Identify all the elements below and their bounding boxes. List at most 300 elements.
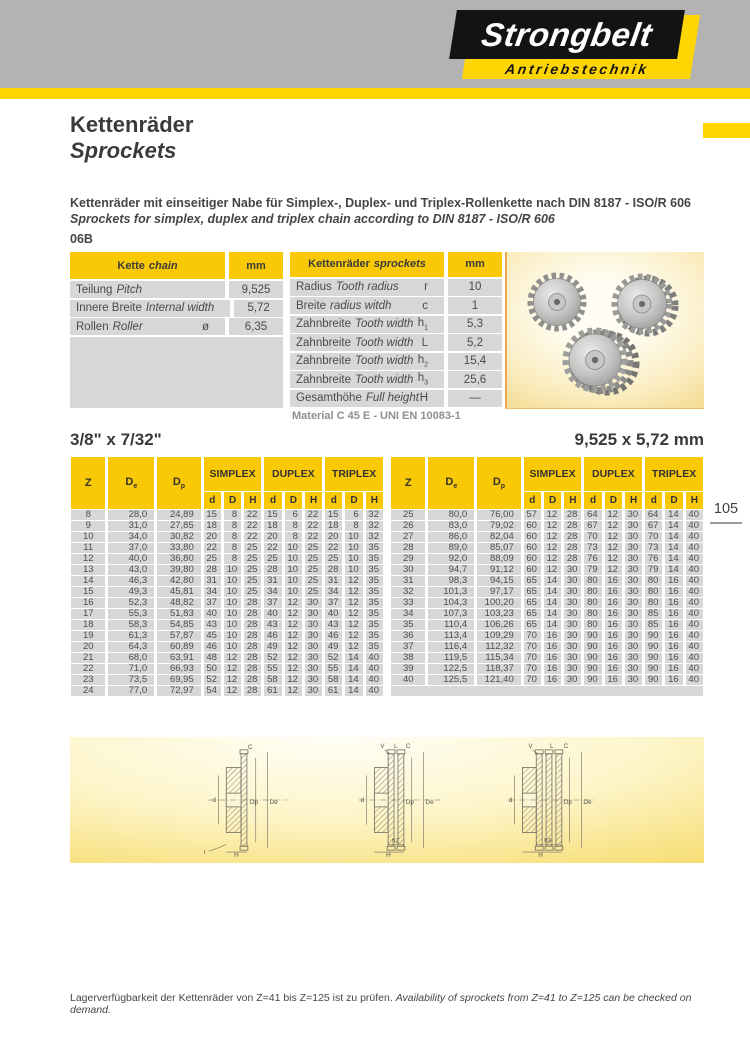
dim-cell: 46 bbox=[204, 642, 221, 652]
gear-duplex-icon bbox=[615, 277, 675, 333]
dim-cell: 104,3 bbox=[428, 598, 474, 608]
dim-cell: 76 bbox=[645, 554, 662, 564]
table-row bbox=[71, 598, 383, 608]
sprocket-header-unit: mm bbox=[448, 252, 502, 277]
dim-cell: 14 bbox=[665, 521, 682, 531]
dim-cell: 69,95 bbox=[157, 675, 201, 685]
dim-cell: 80 bbox=[584, 576, 601, 586]
dim-cell: 12 bbox=[605, 554, 622, 564]
table-row bbox=[71, 609, 383, 619]
dim-cell: 16 bbox=[605, 587, 622, 597]
table-row bbox=[391, 653, 703, 663]
dim-cell: 12 bbox=[285, 653, 302, 663]
dimension-table-left bbox=[68, 456, 386, 697]
dim-cell: 12 bbox=[285, 620, 302, 630]
dim-cell: 37 bbox=[325, 598, 342, 608]
table-row bbox=[71, 587, 383, 597]
dim-cell: 61 bbox=[325, 686, 342, 696]
title-english: Sprockets bbox=[70, 138, 177, 163]
sprocket-row-value: 10 bbox=[448, 279, 502, 296]
dim-cell: 34 bbox=[325, 587, 342, 597]
dim-cell: 25 bbox=[305, 543, 322, 553]
dim-cell: 43 bbox=[325, 620, 342, 630]
dim-cell: 45 bbox=[204, 631, 221, 641]
sprocket-row bbox=[290, 334, 502, 351]
dim-cell: 28 bbox=[264, 565, 281, 575]
label-en: Tooth width bbox=[354, 373, 414, 386]
dim-cell: 34 bbox=[391, 609, 425, 619]
sprocket-spec-table bbox=[290, 252, 502, 408]
dim-cell: 101,3 bbox=[428, 587, 474, 597]
dim-cell: 30 bbox=[305, 675, 322, 685]
dim-cell: 55 bbox=[264, 664, 281, 674]
label-en: Tooth width bbox=[354, 355, 414, 367]
dim-cell: 14 bbox=[345, 653, 362, 663]
table-row bbox=[391, 532, 703, 542]
page-number: 105 bbox=[710, 501, 742, 524]
dim-cell: 73,5 bbox=[108, 675, 154, 685]
table-row bbox=[391, 565, 703, 575]
dim-cell: 33,80 bbox=[157, 543, 201, 553]
dim-cell: 30 bbox=[305, 686, 322, 696]
footer-english: Availability of sprockets from Z=41 to Z=125 can be checked on demand. bbox=[70, 992, 692, 1016]
dim-cell: 38 bbox=[391, 653, 425, 663]
dim-label-v: V bbox=[528, 742, 533, 750]
dimension-table-right bbox=[388, 456, 706, 697]
dim-cell: 46,3 bbox=[108, 576, 154, 586]
dim-cell: 119,5 bbox=[428, 653, 474, 663]
dim-cell: 16 bbox=[665, 576, 682, 586]
dim-cell: 16 bbox=[544, 642, 561, 652]
dim-cell: 28 bbox=[244, 609, 261, 619]
dim-cell: 8 bbox=[345, 521, 362, 531]
dim-cell: 40 bbox=[686, 543, 703, 553]
dim-cell: 16 bbox=[665, 653, 682, 663]
dim-cell: 80 bbox=[584, 587, 601, 597]
dim-cell: 12 bbox=[605, 521, 622, 531]
dim-cell: 14 bbox=[71, 576, 105, 586]
dim-subcol-d: D bbox=[605, 492, 622, 509]
dimension-table-left-grid bbox=[68, 456, 386, 697]
dim-cell: 12 bbox=[544, 510, 561, 520]
dim-cell: 70 bbox=[584, 532, 601, 542]
dim-cell: 40 bbox=[686, 620, 703, 630]
dim-cell: 19 bbox=[71, 631, 105, 641]
dim-cell: 28 bbox=[564, 554, 581, 564]
dim-cell: 25 bbox=[244, 587, 261, 597]
dim-cell: 63,91 bbox=[157, 653, 201, 663]
table-row bbox=[71, 576, 383, 586]
dim-cell: 10 bbox=[345, 554, 362, 564]
label-en: Tooth radius bbox=[335, 281, 399, 293]
dim-cell: 37 bbox=[264, 598, 281, 608]
dim-cell: 12 bbox=[285, 598, 302, 608]
dim-cell: 40 bbox=[264, 609, 281, 619]
sprocket-row-value: 1 bbox=[448, 297, 502, 314]
dim-cell: 94,7 bbox=[428, 565, 474, 575]
dim-cell: 14 bbox=[665, 565, 682, 575]
dim-cell: 30 bbox=[625, 554, 642, 564]
dim-cell: 61,3 bbox=[108, 631, 154, 641]
dim-cell: 12 bbox=[544, 565, 561, 575]
dim-cell: 13 bbox=[71, 565, 105, 575]
dim-cell: 16 bbox=[605, 653, 622, 663]
dim-subcol-d: d bbox=[645, 492, 662, 509]
dim-cell: 60 bbox=[524, 532, 541, 542]
dim-cell: 16 bbox=[665, 664, 682, 674]
dim-cell: 15 bbox=[71, 587, 105, 597]
sprocket-row-label bbox=[290, 371, 444, 388]
dim-cell: 30 bbox=[564, 609, 581, 619]
dim-subcol-h: H bbox=[366, 492, 383, 509]
dim-cell: 112,32 bbox=[477, 642, 521, 652]
chain-table-filler bbox=[70, 337, 283, 409]
chain-row bbox=[70, 318, 283, 335]
dim-col-de: $D_e$ bbox=[108, 457, 154, 509]
dim-cell: 46 bbox=[264, 631, 281, 641]
dim-cell: 28,0 bbox=[108, 510, 154, 520]
dim-col-z: Z bbox=[391, 457, 425, 509]
dim-cell: 30 bbox=[564, 565, 581, 575]
dim-group-simplex: SIMPLEX bbox=[524, 457, 582, 491]
dim-cell: 79 bbox=[645, 565, 662, 575]
dim-cell: 30 bbox=[625, 653, 642, 663]
label-en: radius witdh bbox=[330, 299, 392, 312]
dim-cell: 31 bbox=[264, 576, 281, 586]
dim-cell: 80 bbox=[645, 598, 662, 608]
dim-cell: 80 bbox=[645, 576, 662, 586]
dim-cell: 90 bbox=[584, 653, 601, 663]
dim-cell: 10 bbox=[285, 576, 302, 586]
dim-cell: 40 bbox=[366, 653, 383, 663]
dim-cell: 40 bbox=[686, 675, 703, 685]
dim-cell: 25 bbox=[244, 543, 261, 553]
dim-cell: 22 bbox=[244, 532, 261, 542]
label-en: Full height bbox=[365, 392, 419, 404]
dim-cell: 36 bbox=[391, 631, 425, 641]
dim-cell: 12 bbox=[345, 631, 362, 641]
dim-cell: 16 bbox=[665, 598, 682, 608]
dim-cell: 110,4 bbox=[428, 620, 474, 630]
dim-cell: 30 bbox=[625, 543, 642, 553]
sprocket-row-value: 5,3 bbox=[448, 316, 502, 333]
label-en: Tooth width bbox=[354, 336, 414, 349]
dim-subcol-d: D bbox=[665, 492, 682, 509]
dim-cell: 37,0 bbox=[108, 543, 154, 553]
header-accent-strip bbox=[0, 88, 750, 99]
dim-cell: 20 bbox=[204, 532, 221, 542]
dim-group-duplex: DUPLEX bbox=[584, 457, 642, 491]
dim-cell: 34,0 bbox=[108, 532, 154, 542]
drawing-simplex-section bbox=[190, 742, 294, 858]
dim-cell: 12 bbox=[71, 554, 105, 564]
dim-cell: 40 bbox=[686, 554, 703, 564]
table-row bbox=[71, 664, 383, 674]
dim-cell: 22 bbox=[305, 510, 322, 520]
dim-cell: 30 bbox=[625, 620, 642, 630]
dim-cell: 28 bbox=[244, 598, 261, 608]
dim-cell: 121,40 bbox=[477, 675, 521, 685]
dim-cell: 16 bbox=[665, 631, 682, 641]
chain-header-de: Kette bbox=[117, 259, 145, 272]
dim-cell: 30 bbox=[305, 620, 322, 630]
dim-cell: 40 bbox=[686, 642, 703, 652]
dim-cell: 40 bbox=[686, 609, 703, 619]
sprocket-row-label bbox=[290, 390, 444, 407]
dim-cell: 14 bbox=[665, 532, 682, 542]
dim-cell: 30 bbox=[564, 576, 581, 586]
dim-cell: 28 bbox=[564, 543, 581, 553]
table-row bbox=[71, 631, 383, 641]
dim-cell: 10 bbox=[285, 543, 302, 553]
dim-cell: 39,80 bbox=[157, 565, 201, 575]
dim-cell: 60,89 bbox=[157, 642, 201, 652]
dim-cell: 58 bbox=[264, 675, 281, 685]
table-row bbox=[71, 686, 383, 696]
dim-cell: 34 bbox=[204, 587, 221, 597]
dim-cell: 10 bbox=[224, 576, 241, 586]
footer-german: Lagerverfügbarkeit der Kettenräder von Z=41 bis Z=125 ist zu prüfen. bbox=[70, 992, 393, 1004]
dim-group-simplex: SIMPLEX bbox=[204, 457, 262, 491]
dim-cell: 30 bbox=[391, 565, 425, 575]
chain-header-label bbox=[70, 252, 225, 279]
dim-group-duplex: DUPLEX bbox=[264, 457, 322, 491]
dim-cell: 116,4 bbox=[428, 642, 474, 652]
dim-cell: 40 bbox=[366, 664, 383, 674]
dim-cell: 12 bbox=[605, 510, 622, 520]
dim-cell: 30 bbox=[564, 675, 581, 685]
dim-cell: 10 bbox=[224, 620, 241, 630]
dim-subcol-h: H bbox=[564, 492, 581, 509]
dim-cell: 32 bbox=[366, 532, 383, 542]
dim-cell: 68,0 bbox=[108, 653, 154, 663]
technical-drawings-box bbox=[70, 737, 704, 863]
dim-cell: 39 bbox=[391, 664, 425, 674]
dim-cell: 90 bbox=[584, 675, 601, 685]
dim-cell: 71,0 bbox=[108, 664, 154, 674]
sprocket-header-en: sprockets bbox=[373, 258, 426, 271]
sprocket-row bbox=[290, 390, 502, 407]
sprocket-row-value: 15,4 bbox=[448, 353, 502, 370]
dim-label-d: d bbox=[360, 796, 365, 804]
dim-cell: 94,15 bbox=[477, 576, 521, 586]
dim-cell: 31 bbox=[204, 576, 221, 586]
dim-cell: 12 bbox=[345, 609, 362, 619]
dim-cell: 79,02 bbox=[477, 521, 521, 531]
dim-cell: 115,34 bbox=[477, 653, 521, 663]
dim-cell: 92,0 bbox=[428, 554, 474, 564]
dim-cell: 90 bbox=[645, 675, 662, 685]
dim-cell: 70 bbox=[524, 675, 541, 685]
page-title bbox=[70, 112, 193, 164]
dim-cell: 40 bbox=[686, 532, 703, 542]
dim-cell: 46 bbox=[325, 631, 342, 641]
dim-cell: 29 bbox=[391, 554, 425, 564]
chain-row-label bbox=[70, 281, 225, 298]
dim-cell: 22 bbox=[204, 543, 221, 553]
dim-cell: 22 bbox=[244, 521, 261, 531]
series-code: 06B bbox=[70, 232, 93, 246]
dim-cell: 28 bbox=[564, 521, 581, 531]
dim-group-triplex: TRIPLEX bbox=[325, 457, 383, 491]
dim-cell: 20 bbox=[325, 532, 342, 542]
dim-cell: 28 bbox=[244, 686, 261, 696]
dim-cell: 90 bbox=[584, 631, 601, 641]
dim-cell: 35 bbox=[366, 554, 383, 564]
dim-cell: 6 bbox=[345, 510, 362, 520]
dim-label-l: L bbox=[394, 742, 398, 750]
dim-subcol-d: d bbox=[264, 492, 281, 509]
dim-cell: 30 bbox=[564, 587, 581, 597]
dim-label-l: L bbox=[550, 742, 554, 750]
dim-subcol-d: D bbox=[285, 492, 302, 509]
dim-cell: 65 bbox=[524, 620, 541, 630]
dim-label-de: De bbox=[269, 798, 278, 806]
dim-cell: 85,07 bbox=[477, 543, 521, 553]
dim-cell: 14 bbox=[665, 543, 682, 553]
dim-cell: 40,0 bbox=[108, 554, 154, 564]
dim-cell: 15 bbox=[264, 510, 281, 520]
dim-cell: 100,20 bbox=[477, 598, 521, 608]
dim-cell: 32 bbox=[391, 587, 425, 597]
dim-cell: 52 bbox=[325, 653, 342, 663]
dim-cell: 34 bbox=[264, 587, 281, 597]
dim-cell: 70 bbox=[524, 642, 541, 652]
dim-cell: 23 bbox=[71, 675, 105, 685]
brand-name: Strongbelt bbox=[479, 15, 655, 53]
dim-cell: 52,3 bbox=[108, 598, 154, 608]
dim-cell: 24 bbox=[71, 686, 105, 696]
label-symbol: L bbox=[421, 336, 428, 349]
dim-cell: 40 bbox=[686, 587, 703, 597]
dim-cell: 22 bbox=[305, 532, 322, 542]
dim-cell: 89,0 bbox=[428, 543, 474, 553]
sprocket-row-label bbox=[290, 297, 444, 314]
dim-cell: 28 bbox=[244, 675, 261, 685]
dim-cell: 31,0 bbox=[108, 521, 154, 531]
sprocket-row-value: — bbox=[448, 390, 502, 407]
dim-label-h: H bbox=[234, 852, 239, 858]
dim-cell: 8 bbox=[224, 521, 241, 531]
dim-subcol-h: H bbox=[625, 492, 642, 509]
dim-cell: 14 bbox=[544, 587, 561, 597]
dim-cell: 8 bbox=[224, 554, 241, 564]
dim-label-h2: h2 bbox=[392, 837, 400, 845]
dim-cell: 49 bbox=[325, 642, 342, 652]
dim-cell: 21 bbox=[71, 653, 105, 663]
dim-cell: 25 bbox=[391, 510, 425, 520]
dim-cell: 42,80 bbox=[157, 576, 201, 586]
dim-label-r: r bbox=[203, 849, 206, 857]
label-de: Innere Breite bbox=[76, 302, 142, 314]
dim-cell: 16 bbox=[544, 664, 561, 674]
dim-cell: 16 bbox=[665, 642, 682, 652]
dim-cell: 51,83 bbox=[157, 609, 201, 619]
dim-cell: 30 bbox=[625, 510, 642, 520]
table-row bbox=[71, 543, 383, 553]
dim-cell: 70 bbox=[524, 664, 541, 674]
dim-cell: 10 bbox=[224, 642, 241, 652]
dim-cell: 14 bbox=[665, 554, 682, 564]
dim-cell: 30 bbox=[625, 675, 642, 685]
dim-cell: 25 bbox=[325, 554, 342, 564]
dim-cell: 10 bbox=[224, 565, 241, 575]
dim-cell: 35 bbox=[366, 598, 383, 608]
size-caption-imperial: 3/8" x 7/32" bbox=[70, 430, 162, 449]
dim-cell: 60 bbox=[524, 543, 541, 553]
dim-cell: 12 bbox=[224, 675, 241, 685]
dim-cell: 82,04 bbox=[477, 532, 521, 542]
table-row bbox=[391, 664, 703, 674]
dim-cell: 28 bbox=[244, 642, 261, 652]
label-symbol: c bbox=[422, 299, 428, 312]
dim-cell: 36,80 bbox=[157, 554, 201, 564]
dim-cell: 35 bbox=[366, 587, 383, 597]
dim-cell: 61 bbox=[264, 686, 281, 696]
dim-cell: 8 bbox=[71, 510, 105, 520]
dim-cell: 106,26 bbox=[477, 620, 521, 630]
dim-cell: 40 bbox=[686, 510, 703, 520]
dim-cell: 30,82 bbox=[157, 532, 201, 542]
sprocket-photo-image bbox=[507, 252, 704, 408]
dim-cell: 12 bbox=[285, 642, 302, 652]
dim-cell: 30 bbox=[625, 532, 642, 542]
table-row bbox=[71, 521, 383, 531]
dim-col-dp: $D_p$ bbox=[477, 457, 521, 509]
dim-cell: 30 bbox=[305, 642, 322, 652]
dim-cell: 12 bbox=[345, 620, 362, 630]
dim-label-de: De bbox=[583, 798, 592, 806]
dim-cell: 85 bbox=[645, 620, 662, 630]
dim-cell: 12 bbox=[285, 686, 302, 696]
dim-cell: 22 bbox=[71, 664, 105, 674]
label-en: Tooth width bbox=[354, 318, 414, 330]
sprocket-row-label bbox=[290, 316, 444, 333]
dim-subcol-d: D bbox=[224, 492, 241, 509]
dim-cell: 70 bbox=[524, 631, 541, 641]
dim-cell: 25 bbox=[244, 554, 261, 564]
dim-cell: 30 bbox=[305, 598, 322, 608]
dim-cell: 30 bbox=[564, 664, 581, 674]
label-symbol: $h_3$ bbox=[417, 372, 428, 387]
intro-german: Kettenräder mit einseitiger Nabe für Simplex-, Duplex- und Triplex-Rollenkette nach DIN 8187 - ISO/R 606 bbox=[70, 196, 691, 210]
dim-cell: 8 bbox=[285, 521, 302, 531]
dim-cell: 16 bbox=[665, 620, 682, 630]
dim-cell: 22 bbox=[305, 521, 322, 531]
dim-cell: 60 bbox=[524, 565, 541, 575]
dim-cell: 16 bbox=[605, 664, 622, 674]
dim-cell: 10 bbox=[345, 543, 362, 553]
dim-cell: 16 bbox=[605, 631, 622, 641]
dim-cell: 22 bbox=[325, 543, 342, 553]
dim-cell: 77,0 bbox=[108, 686, 154, 696]
dim-cell: 10 bbox=[224, 598, 241, 608]
dim-cell: 8 bbox=[224, 543, 241, 553]
dim-cell: 10 bbox=[224, 609, 241, 619]
dim-cell: 27 bbox=[391, 532, 425, 542]
dim-cell: 118,37 bbox=[477, 664, 521, 674]
dim-cell: 12 bbox=[544, 554, 561, 564]
dim-label-v: V bbox=[380, 742, 385, 750]
sprocket-row-value: 5,2 bbox=[448, 334, 502, 351]
dim-cell: 11 bbox=[71, 543, 105, 553]
sprocket-table-header bbox=[290, 252, 502, 277]
drawing-duplex-section bbox=[344, 742, 448, 858]
dim-cell: 10 bbox=[71, 532, 105, 542]
dim-cell: 65 bbox=[524, 609, 541, 619]
dim-col-dp: $D_p$ bbox=[157, 457, 201, 509]
dim-cell: 35 bbox=[366, 620, 383, 630]
